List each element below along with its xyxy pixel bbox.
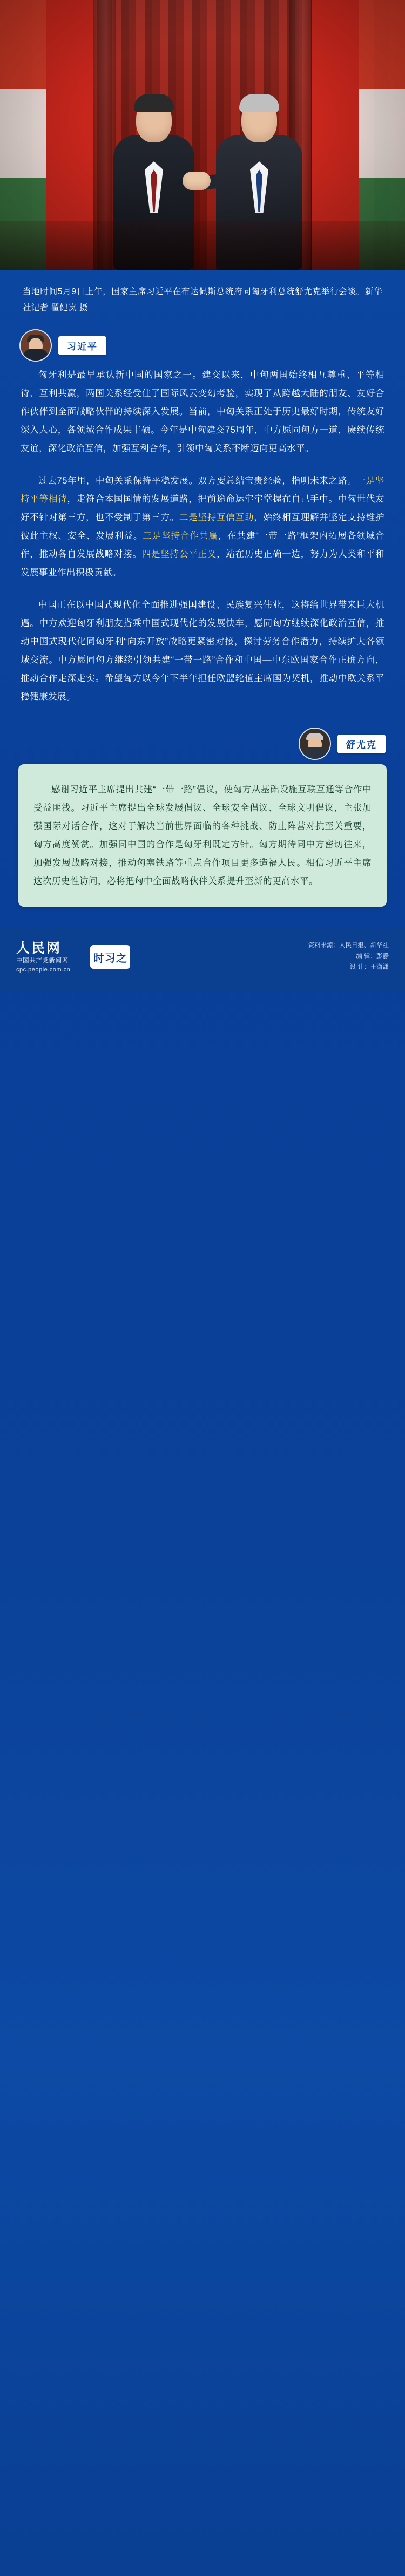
speaker-row-xi	[0, 322, 405, 363]
speaker-row-sulyok	[0, 720, 405, 761]
text-run: 中国正在以中国式现代化全面推进强国建设、民族复兴伟业，这将给世界带来巨大机遇。中方欢迎匈牙利朋友搭乘中国式现代化的发展快车，愿同匈方继续深化政治互信，推动中国式现代化同匈牙利“向东开放”战略更紧密对接，探讨劳务合作潜力，持续扩大各领域交流。中方愿同匈方继续引领共建“一带一路”合作和中国—中东欧国家合作正确方向，推动合作走深走实。希望匈方以今年下半年担任欧盟轮值主席国为契机，推动中欧关系平稳健康发展。	[21, 600, 384, 702]
highlight-run: 四是坚持公平正义	[141, 549, 217, 559]
avatar-body	[302, 747, 328, 759]
brand-subtitle: 中国共产党新闻网	[16, 957, 69, 964]
photo-vignette	[0, 0, 405, 270]
highlight-run: 一是坚持平等相待	[21, 476, 385, 504]
credit-source: 资料来源：人民日报、新华社	[308, 942, 389, 949]
text-run: ，始终相互理解并坚定支持维护彼此主权、安全、发展利益。	[21, 513, 385, 541]
text-run: 匈牙利是最早承认新中国的国家之一。建交以来，中匈两国始终相互尊重、平等相待、互利共赢，两国关系经受住了国际风云变幻考验，实现了从跨越大陆的朋友、友好合作伙伴到全面战略伙伴的持续深入发展。当前，中匈关系正处于历史最好时期，传统友好深入人心，各领域合作成果丰硕。今年是中匈建交75周年，中方愿同匈方一道，赓续传统友谊，深化政治互信，加强互利合作，引领中匈关系不断迈向更高水平。	[21, 370, 384, 453]
column-logo: 时习之	[90, 945, 130, 969]
sulyok-quote-card	[18, 764, 387, 907]
text-run: 过去75年里，中匈关系保持平稳发展。双方要总结宝贵经验，指明未来之路。	[38, 476, 357, 486]
brand-text	[16, 940, 70, 974]
credit-designer: 设 计：王潇潇	[349, 964, 389, 970]
paragraph-2	[21, 472, 384, 582]
hero-photo	[0, 0, 405, 270]
photo-caption: 当地时间5月9日上午，国家主席习近平在布达佩斯总统府同匈牙利总统舒尤克举行会谈。新华社记者 翟健岚 摄	[23, 287, 382, 312]
credit-editor: 编 辑：彭静	[356, 953, 389, 960]
brand-title: 人民网	[16, 941, 62, 956]
text-run: ，走符合本国国情的发展道路，把前途命运牢牢掌握在自己手中。中匈世代友好不针对第三方，也不受制于第三方。	[21, 494, 385, 522]
credits-block	[308, 940, 389, 973]
avatar-body	[23, 349, 49, 361]
avatar-sulyok	[299, 728, 331, 760]
highlight-run: 二是坚持互信互助	[179, 513, 254, 522]
text-run: ，站在历史正确一边，努力为人类和平和发展事业作出积极贡献。	[21, 549, 385, 577]
brand-block[interactable]	[16, 940, 130, 974]
highlight-run: 三是坚持合作共赢	[143, 531, 218, 541]
speaker-name-sulyok: 舒尤克	[338, 735, 386, 753]
text-run: ，在共建“一带一路”框架内拓展各领域合作，推动各自发展战略对接。	[21, 531, 385, 559]
paragraph-1	[21, 366, 384, 458]
brand-url: cpc.people.com.cn	[16, 966, 71, 973]
xi-remarks	[0, 363, 405, 706]
avatar-xi	[19, 329, 52, 362]
page-footer	[0, 928, 405, 992]
quote-paragraph: 感谢习近平主席提出共建“一带一路”倡议，使匈方从基础设施互联互通等合作中受益匪浅。习近平主席提出全球发展倡议、全球安全倡议、全球文明倡议，主张加强国际对话合作，这对于解决当前世界面临的各种挑战、防止阵营对抗至关重要，匈方高度赞赏。加强同中国的合作是匈牙利既定方针。匈方期待同中方密切往来，加强发展战略对接，推动匈塞铁路等重点合作项目更多造福人民。相信习近平主席这次历史性访问，必将把匈中全面战略伙伴关系提升至新的更高水平。	[33, 785, 372, 886]
paragraph-3	[21, 596, 384, 706]
speaker-name-xi: 习近平	[58, 336, 106, 355]
